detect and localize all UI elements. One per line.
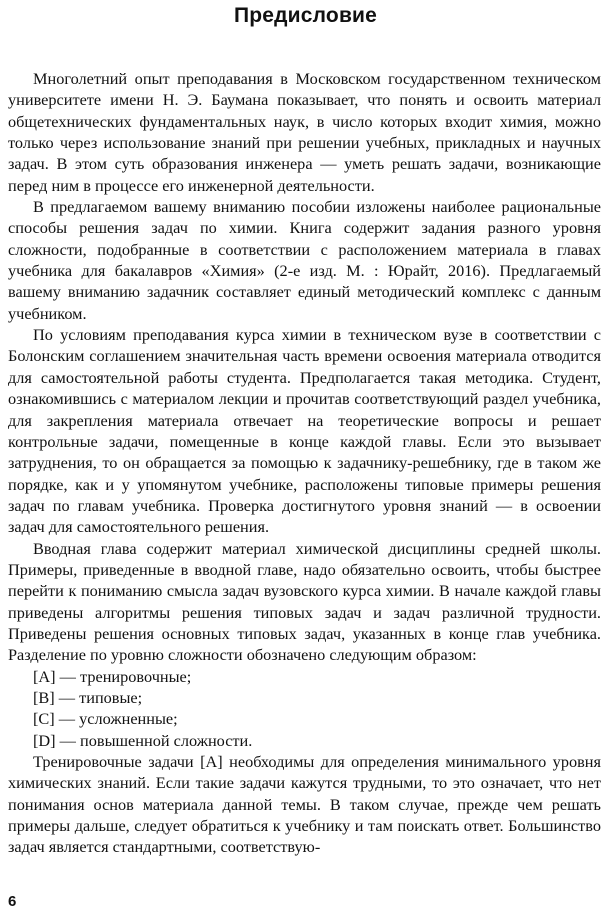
level-item-a: [A] — тренировочные; — [33, 666, 192, 686]
level-item-c: [C] — усложненные; — [33, 709, 178, 729]
page-title: Предисловие — [233, 4, 378, 27]
paragraph-2: В предлагаемом вашему вниманию пособии изложены наиболее рациональные способы решения задач по химии. Книга содержит задания разного уровня сложности, подобранные в соответствии с расположением материала в главах учебника для бакалавров «Химия» (2-е изд. М. : Юрайт, 2016). Предлагаемый вашему вниманию задачник составляет единый методический комплекс с данным учебником. — [8, 197, 601, 323]
level-item-d: [D] — повышенной сложности. — [33, 730, 253, 750]
level-item-b: [B] — типовые; — [33, 687, 143, 707]
paragraph-4: Вводная глава содержит материал химической дисциплины средней школы. Примеры, приведенные в вводной главе, надо обязательно освоить, чтобы быстрее перейти к пониманию смысла задач вузовского курса химии. В начале каждой главы приведены алгоритмы решения типовых задач и задач различной трудности. Приведены решения основных типовых задач, указанных в конце глав учебника. Разделение по уровню сложности обозначено следующим образом: — [8, 538, 601, 665]
page-number: 6 — [8, 893, 17, 910]
paragraph-3: По условиям преподавания курса химии в техническом вузе в соответствии с Болонским соглашением значительная часть времени освоения материала отводится для самостоятельной работы студента. Предполагается такая методика. Студент, ознакомившись с материалом лекции и прочитав соответствующий раздел учебника, для закрепления материала отвечает на теоретические вопросы и решает контрольные задачи, помещенные в конце каждой главы. Если это вызывает затруднения, то он обращается за помощью к задачнику-решебнику, где в таком же порядке, как и у упомянутом учебнике, расположены типовые примеры решения задач по главам учебника. Проверка достигнутого уровня знаний — в освоении задач для самостоятельного решения. — [8, 325, 601, 537]
paragraph-1: Многолетний опыт преподавания в Московском государственном техническом университете имени Н. Э. Баумана показывает, что понять и освоить материал общетехнических фундаментальных наук, в число которых входит химия, можно только через использование знаний при решении учебных, прикладных и научных задач. В этом суть образования инженера — уметь решать задачи, возникающие перед ним в процессе его инженерной деятельности. — [8, 69, 601, 195]
body-text — [8, 68, 601, 858]
paragraph-5: Тренировочные задачи [A] необходимы для определения минимального уровня химических знаний. Если такие задачи кажутся трудными, то это означает, что нет понимания основ материала данной темы. В таком случае, прежде чем решать примеры дальше, следует обратиться к учебнику и там поискать ответ. Большинство задач является стандартными, соответствую- — [8, 752, 601, 857]
